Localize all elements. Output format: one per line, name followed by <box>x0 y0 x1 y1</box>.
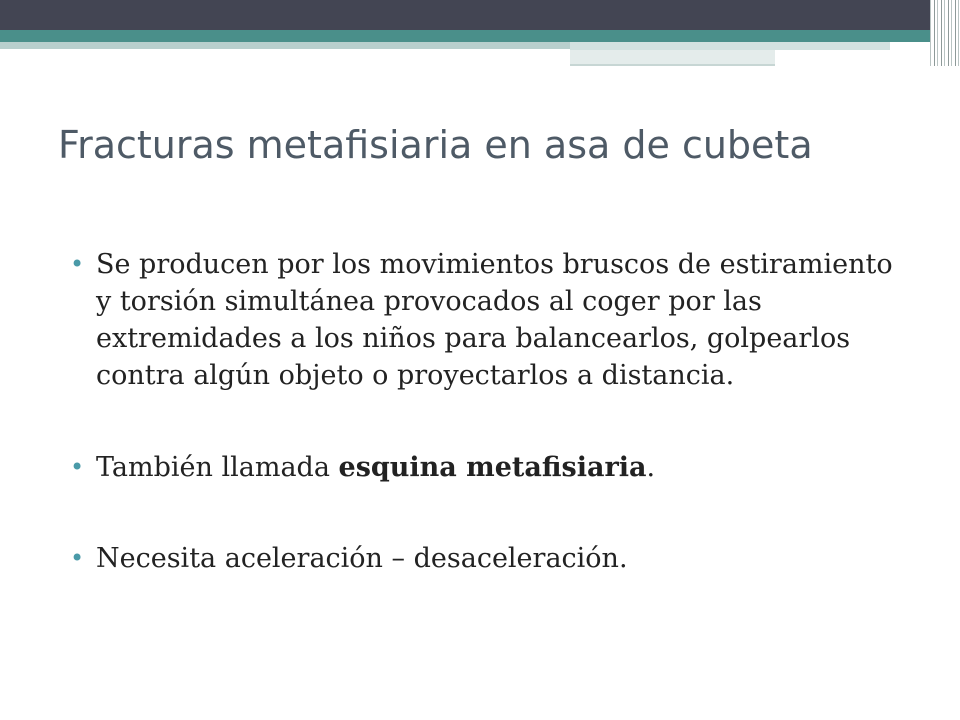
bullet-text: Se producen por los movimientos bruscos de estiramiento y torsión simultánea provocados al coger por las extremidades a los niños para balancearlos, golpearlos contra algún objeto o proyectarlos a distancia. <box>96 249 893 391</box>
bullet-text-suffix: . <box>646 452 656 483</box>
bullet-text-bold: esquina metafisiaria <box>338 452 647 483</box>
bullet-marker: • <box>70 250 85 278</box>
header-band-teal <box>0 30 960 42</box>
bullet-marker: • <box>70 544 85 572</box>
bullet-item <box>70 449 910 486</box>
header-band-line <box>570 64 775 66</box>
bullet-text: Necesita aceleración – desaceleración. <box>96 543 628 574</box>
bullet-item <box>70 540 910 577</box>
header-band-pale-tertiary <box>570 50 775 64</box>
bullet-marker: • <box>70 453 85 481</box>
bullet-text-prefix: También llamada <box>96 452 339 483</box>
bullet-item <box>70 246 910 394</box>
slide-title: Fracturas metafisiaria en asa de cubeta <box>58 123 813 167</box>
bullet-list <box>70 246 910 577</box>
header-band-dark <box>0 0 960 30</box>
corner-pinstripes <box>930 0 960 66</box>
header-band-pale <box>0 42 570 49</box>
header-band-pale-secondary <box>570 42 890 50</box>
